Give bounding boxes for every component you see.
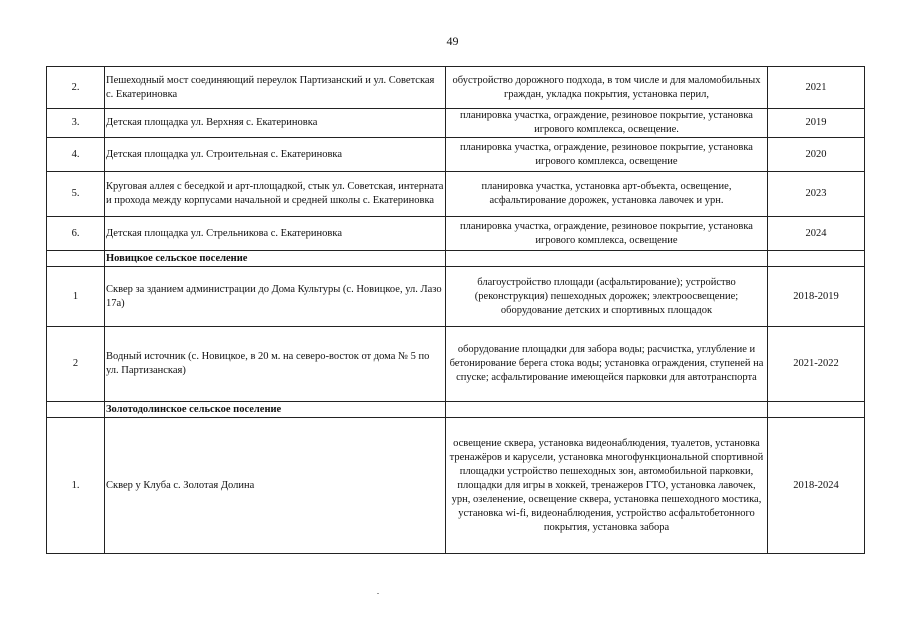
implementation-year: 2018-2024 bbox=[768, 418, 865, 554]
work-description: планировка участка, ограждение, резиновое покрытие, установка игрового комплекса, освещение bbox=[446, 217, 768, 251]
row-number: 3. bbox=[47, 109, 105, 138]
implementation-year: 2021 bbox=[768, 67, 865, 109]
object-name: Сквер за зданием администрации до Дома Культуры (с. Новицкое, ул. Лазо 17а) bbox=[105, 267, 446, 327]
table-row bbox=[47, 267, 865, 327]
section-title: Золотодолинское сельское поселение bbox=[105, 402, 446, 418]
page-number: 49 bbox=[446, 34, 459, 48]
object-name: Детская площадка ул. Строительная с. Екатериновка bbox=[105, 138, 446, 172]
table-row bbox=[47, 327, 865, 402]
table-row bbox=[47, 138, 865, 172]
row-number bbox=[47, 251, 105, 267]
work-description: планировка участка, ограждение, резиновое покрытие, установка игрового комплекса, освещение. bbox=[446, 109, 768, 138]
work-description bbox=[446, 251, 768, 267]
section-title: Новицкое сельское поселение bbox=[105, 251, 446, 267]
table-row bbox=[47, 109, 865, 138]
improvement-projects-table bbox=[46, 66, 865, 554]
work-description: благоустройство площади (асфальтирование); устройство (реконструкция) пешеходных дорожек; электроосвещение; оборудование детских и спортивных площадок bbox=[446, 267, 768, 327]
table-row bbox=[47, 217, 865, 251]
scan-artifact bbox=[377, 593, 379, 594]
section-row bbox=[47, 402, 865, 418]
implementation-year: 2018-2019 bbox=[768, 267, 865, 327]
implementation-year: 2020 bbox=[768, 138, 865, 172]
row-number: 4. bbox=[47, 138, 105, 172]
work-description: освещение сквера, установка видеонаблюдения, туалетов, установка тренажёров и карусели, установка многофункциональной спортивной площадки устройство пешеходных зон, автомобильной парковки, площадки для игры в хоккей, тренажеров ГТО, установка лавочек, урн, озеленение, освещение сквера, установка пешеходного мостика, установка wi-fi, видеонаблюдения, устройство асфальтобетонного покрытия, установка забора bbox=[446, 418, 768, 554]
implementation-year bbox=[768, 402, 865, 418]
work-description: планировка участка, установка арт-объекта, освещение, асфальтирование дорожек, установка лавочек и урн. bbox=[446, 172, 768, 217]
work-description: планировка участка, ограждение, резиновое покрытие, установка игрового комплекса, освещение bbox=[446, 138, 768, 172]
row-number: 1 bbox=[47, 267, 105, 327]
table-row bbox=[47, 67, 865, 109]
row-number: 1. bbox=[47, 418, 105, 554]
object-name: Детская площадка ул. Стрельникова с. Екатериновка bbox=[105, 217, 446, 251]
work-description: обустройство дорожного подхода, в том числе и для маломобильных граждан, укладка покрытия, установка перил, bbox=[446, 67, 768, 109]
table-row bbox=[47, 418, 865, 554]
implementation-year: 2021-2022 bbox=[768, 327, 865, 402]
row-number: 6. bbox=[47, 217, 105, 251]
implementation-year: 2024 bbox=[768, 217, 865, 251]
object-name: Сквер у Клуба с. Золотая Долина bbox=[105, 418, 446, 554]
object-name: Водный источник (с. Новицкое, в 20 м. на северо-восток от дома № 5 по ул. Партизанская) bbox=[105, 327, 446, 402]
section-row bbox=[47, 251, 865, 267]
object-name: Детская площадка ул. Верхняя с. Екатериновка bbox=[105, 109, 446, 138]
table-row bbox=[47, 172, 865, 217]
row-number: 2 bbox=[47, 327, 105, 402]
row-number: 5. bbox=[47, 172, 105, 217]
implementation-year bbox=[768, 251, 865, 267]
object-name: Круговая аллея с беседкой и арт-площадкой, стык ул. Советская, интерната и прохода между корпусами начальной и средней школы с. Екатериновка bbox=[105, 172, 446, 217]
object-name: Пешеходный мост соединяющий переулок Партизанский и ул. Советская с. Екатериновка bbox=[105, 67, 446, 109]
work-description: оборудование площадки для забора воды; расчистка, углубление и бетонирование берега стока воды; установка ограждения, ступеней на спуске; асфальтирование имеющейся парковки для автотранспорта bbox=[446, 327, 768, 402]
row-number: 2. bbox=[47, 67, 105, 109]
implementation-year: 2019 bbox=[768, 109, 865, 138]
implementation-year: 2023 bbox=[768, 172, 865, 217]
work-description bbox=[446, 402, 768, 418]
row-number bbox=[47, 402, 105, 418]
